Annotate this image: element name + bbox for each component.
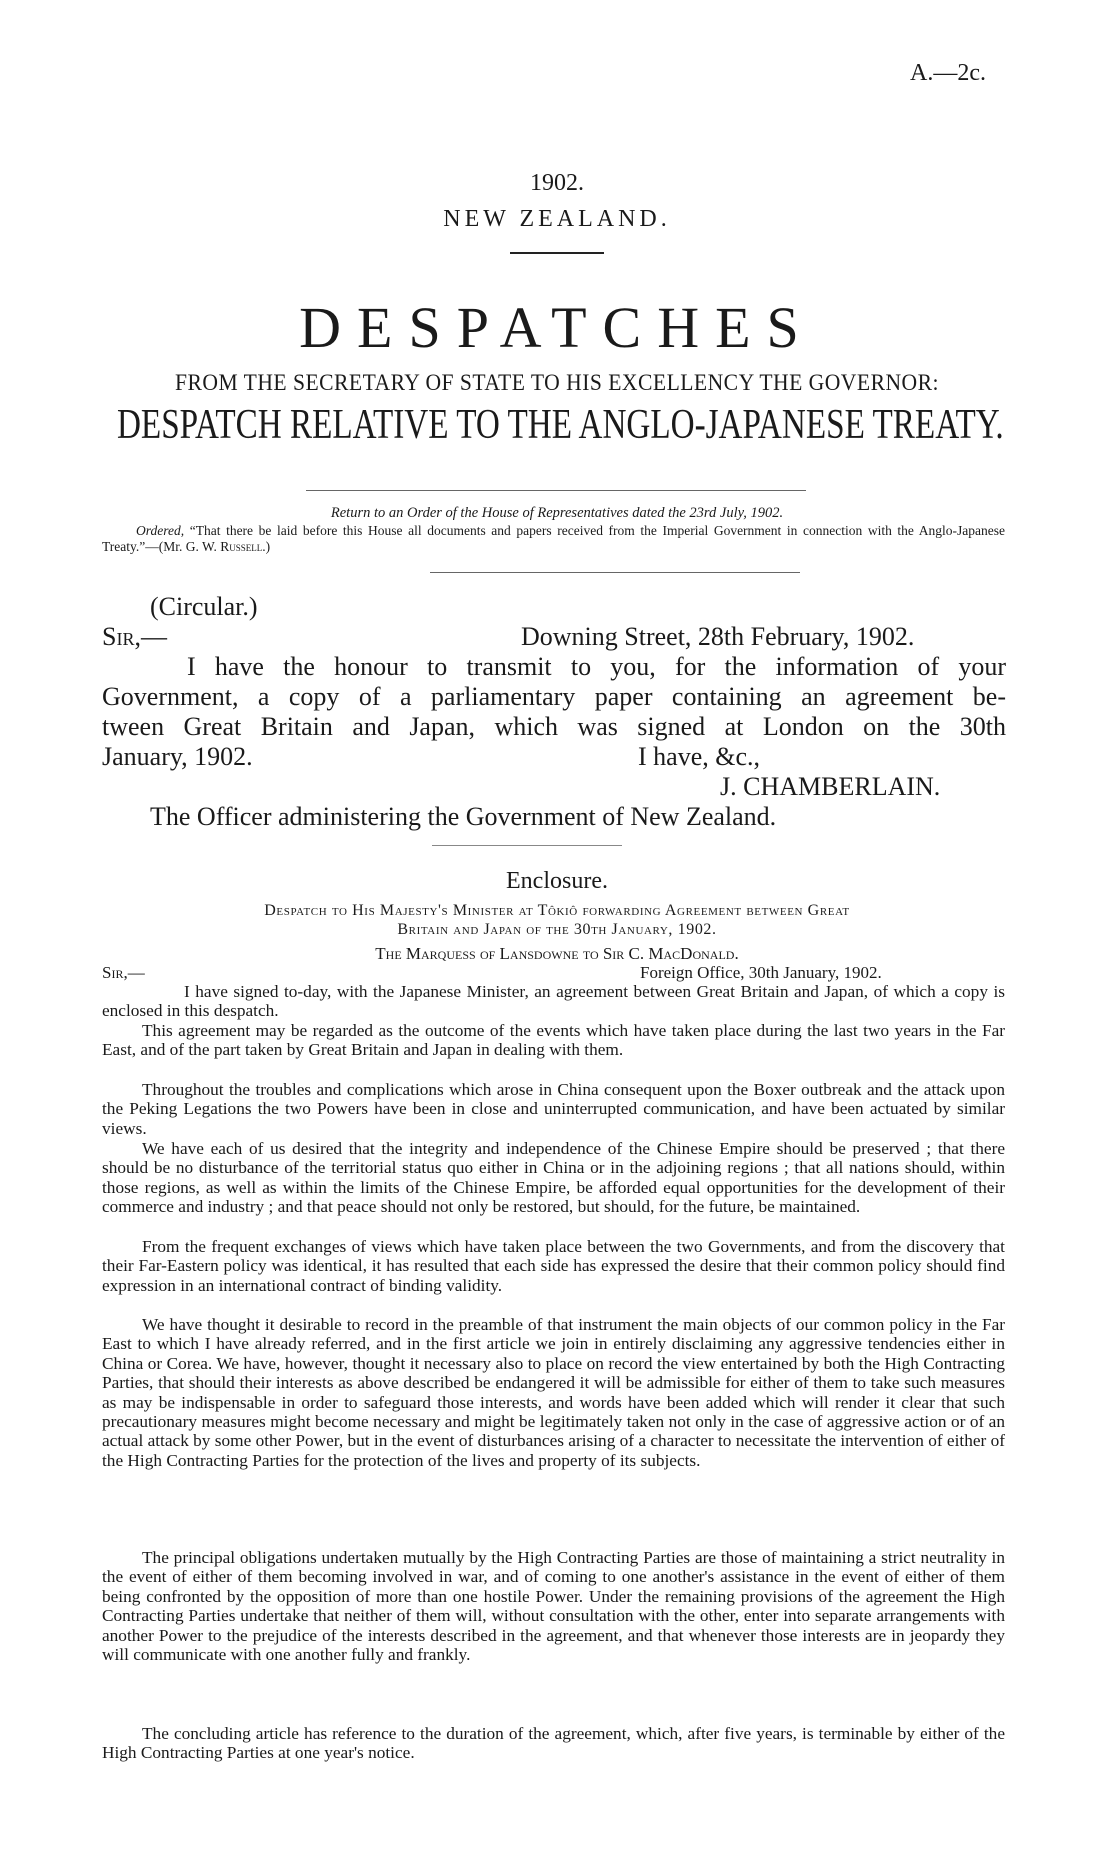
enclosure-paragraph-1: I have signed to-day, with the Japanese Minister, an agreement between Great Britain and Japan, of which a copy is enclosed in this despatch.: [102, 982, 1005, 1021]
year: 1902.: [530, 170, 584, 196]
title-subject: DESPATCH RELATIVE TO THE ANGLO-JAPANESE TREATY.: [116, 402, 1004, 448]
enclosure-paragraph-4: We have each of us desired that the integrity and independence of the Chinese Empire should be preserved ; that there should be no disturbance of the territorial status quo either in China or in the adjoining regions ; that all nations should, within those regions, as well as within the limits of the Chinese Empire, be afforded equal opportunities for the development of their commerce and industry ; and that peace should not only be restored, but should, for the future, be maintained.: [102, 1139, 1005, 1217]
ordered-note: [102, 523, 1005, 555]
enclosure-paragraph-7: The principal obligations undertaken mutually by the High Contracting Parties are those of maintaining a strict neutrality in the event of either of them becoming involved in war, and of coming to one another's assistance in the event of either of them being confronted by the opposition of more than one hostile Power. Under the remaining provisions of the agreement the High Contracting Parties undertake that neither of them will, without consultation with the other, enter into separate arrangements with another Power to the prejudice of the interests described in the agreement, and that whenever those interests are in jeopardy they will communicate with one another fully and frankly.: [102, 1548, 1005, 1665]
circular-address-date: Downing Street, 28th February, 1902.: [521, 622, 915, 651]
enclosure-from-to: The Marquess of Lansdowne to Sir C. MacDonald.: [375, 944, 739, 963]
enclosure-paragraph-5: From the frequent exchanges of views which have taken place between the two Governments, and from the discovery that their Far-Eastern policy was identical, it has resulted that each side has expressed the desire that their common policy should find expression in an international contract of binding validity.: [102, 1237, 1005, 1295]
circular-divider: [432, 845, 622, 846]
enclosure-title-line-2: Britain and Japan of the 30th January, 1902.: [397, 921, 717, 938]
circular-closing: I have, &c.,: [638, 742, 761, 771]
enclosure-salutation: Sir,—: [102, 963, 145, 982]
header-divider: [510, 252, 604, 254]
circular-line-4: January, 1902.: [102, 742, 253, 771]
enclosure-paragraph-8: The concluding article has reference to the duration of the agreement, which, after five years, is terminable by either of the High Contracting Parties at one year's notice.: [102, 1724, 1005, 1763]
circular-salutation: Sir,—: [102, 622, 167, 651]
circular-addressee: The Officer administering the Government of New Zealand.: [150, 802, 777, 831]
ordered-name: Russell: [220, 539, 263, 554]
circular-signature: J. CHAMBERLAIN.: [720, 772, 941, 801]
enclosure-title-line-1: Despatch to His Majesty's Minister at Tôkiô forwarding Agreement between Great: [264, 902, 850, 919]
return-divider: [430, 572, 800, 573]
page-reference: A.—2c.: [910, 60, 986, 86]
enclosure-address-date: Foreign Office, 30th January, 1902.: [640, 963, 882, 982]
circular-line-1: I have the honour to transmit to you, for the information of your: [187, 652, 1006, 681]
circular-line-2: Government, a copy of a parliamentary paper containing an agreement be-: [102, 682, 1006, 711]
circular-label: (Circular.): [150, 592, 258, 621]
enclosure-heading: Enclosure.: [506, 868, 608, 894]
title-main: DESPATCHES: [299, 295, 815, 360]
circular-line-3: tween Great Britain and Japan, which was signed at London on the 30th: [102, 712, 1006, 741]
title-divider: [306, 490, 806, 491]
title-from-line: FROM THE SECRETARY OF STATE TO HIS EXCELLENCY THE GOVERNOR:: [174, 370, 940, 395]
enclosure-paragraph-3: Throughout the troubles and complications which arose in China consequent upon the Boxer outbreak and the attack upon the Peking Legations the two Powers have been in close and uninterrupted communication, and have been actuated by similar views.: [102, 1080, 1005, 1138]
enclosure-paragraph-6: We have thought it desirable to record in the preamble of that instrument the main objects of our common policy in the Far East to which I have already referred, and in the first article we join in entirely disclaiming any aggressive tendencies either in China or Corea. We have, however, thought it necessary also to place on record the view entertained by both the High Contracting Parties, that should their interests as above described be endangered it will be admissible for either of them to take such measures as may be indispensable in order to safeguard those interests, and words have been added which will render it clear that such precautionary measures might become necessary and might be legitimately taken not only in the case of aggressive action or of an actual attack by some other Power, but in the event of disturbances arising of a character to necessitate the intervention of either of the High Contracting Parties for the protection of the lives and property of its subjects.: [102, 1315, 1005, 1470]
ordered-end: .): [262, 539, 271, 554]
country: NEW ZEALAND.: [443, 206, 671, 232]
return-line: Return to an Order of the House of Representatives dated the 23rd July, 1902.: [330, 505, 784, 521]
ordered-text: “That there be laid before this House all documents and papers received from the Imperial Government in connection with the Anglo-Japanese Treaty.”—(Mr. G. W.: [102, 523, 1006, 554]
ordered-label: Ordered,: [136, 523, 185, 538]
enclosure-paragraph-2: This agreement may be regarded as the outcome of the events which have taken place during the last two years in the Far East, and of the part taken by Great Britain and Japan in dealing with them.: [102, 1021, 1005, 1060]
